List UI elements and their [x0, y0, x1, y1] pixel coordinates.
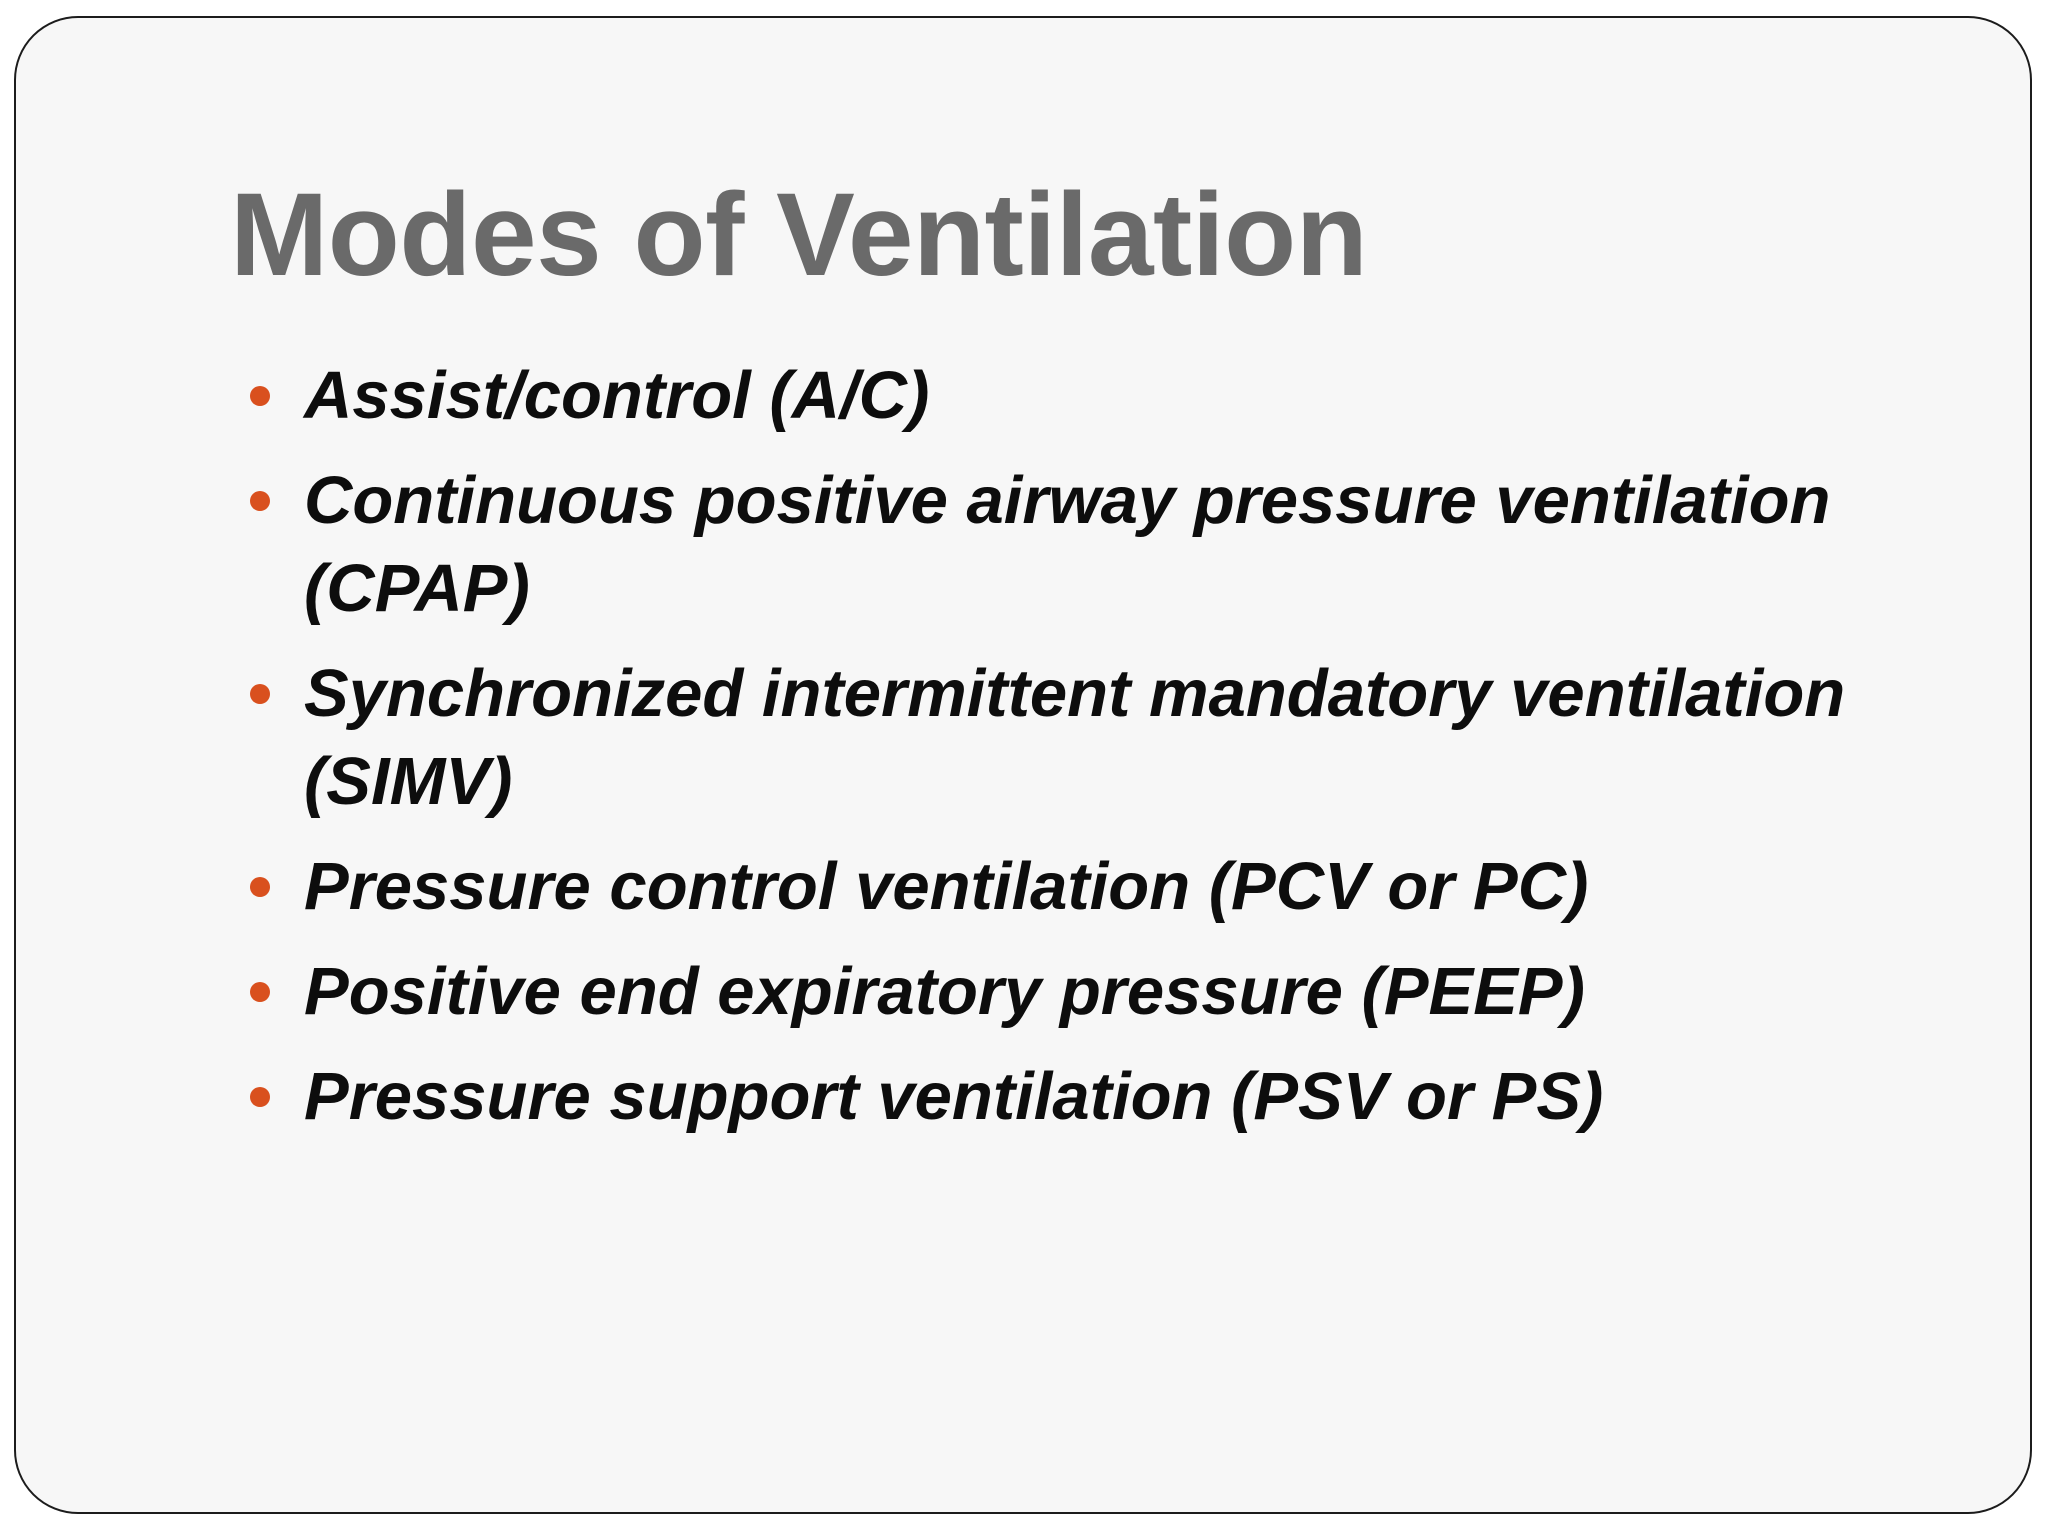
list-item: [230, 457, 1864, 633]
bullet-dot-icon: [250, 982, 270, 1002]
list-item-label: Positive end expiratory pressure (PEEP): [304, 954, 1585, 1029]
list-item-label: Continuous positive airway pressure ventilation (CPAP): [304, 463, 1831, 626]
list-item: [230, 1053, 1864, 1141]
list-item-label: Pressure support ventilation (PSV or PS): [304, 1059, 1604, 1134]
bullet-dot-icon: [250, 1087, 270, 1107]
bullet-dot-icon: [250, 877, 270, 897]
list-item-label: Pressure control ventilation (PCV or PC): [304, 849, 1589, 924]
slide-frame: [14, 16, 2032, 1514]
list-item: [230, 650, 1864, 826]
bullet-dot-icon: [250, 386, 270, 406]
list-item-label: Assist/control (A/C): [304, 358, 930, 433]
list-item-label: Synchronized intermittent mandatory ventilation (SIMV): [304, 656, 1846, 819]
slide-title: Modes of Ventilation: [230, 169, 1368, 301]
bullet-dot-icon: [250, 491, 270, 511]
bullet-list: [230, 352, 1990, 1158]
list-item: [230, 948, 1864, 1036]
bullet-dot-icon: [250, 684, 270, 704]
list-item: [230, 352, 1864, 440]
list-item: [230, 843, 1864, 931]
